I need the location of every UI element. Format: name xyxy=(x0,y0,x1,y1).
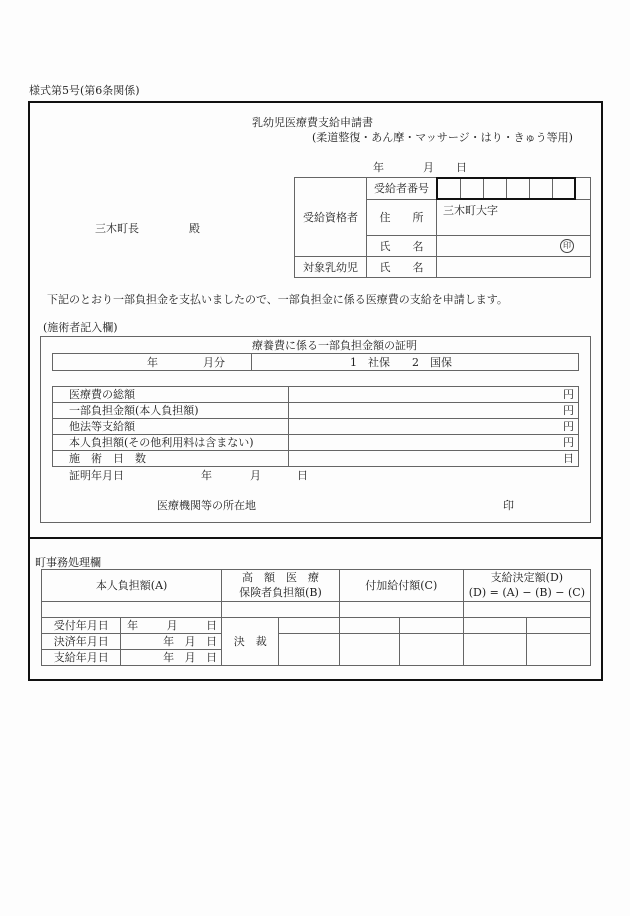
row-value-partial-burden[interactable] xyxy=(289,403,579,419)
row-value-total-medical[interactable] xyxy=(289,387,579,403)
date-row-value[interactable] xyxy=(121,634,222,650)
month-unit: 月 xyxy=(184,651,196,664)
recipient-number-digit[interactable] xyxy=(507,179,530,198)
approval-cell[interactable] xyxy=(400,618,464,634)
month-unit: 月 xyxy=(184,635,196,648)
recipient-number-digit[interactable] xyxy=(484,179,507,198)
recipient-number-digit[interactable] xyxy=(461,179,484,198)
period-month: 月分 xyxy=(203,356,225,369)
cert-date-year[interactable]: 年 xyxy=(201,469,212,482)
header-a: 本人負担額(A) xyxy=(42,570,222,602)
month-unit: 月 xyxy=(166,619,178,632)
cert-date-label: 証明年月日 xyxy=(69,469,124,482)
insurance-type-cell[interactable] xyxy=(252,354,579,371)
approval-cell[interactable] xyxy=(339,618,399,634)
row-label-partial-burden: 一部負担金額(本人負担額) xyxy=(53,403,289,419)
date-row-label: 決済年月日 xyxy=(42,634,121,650)
header-c: 付加給付額(C) xyxy=(339,570,463,602)
practitioner-section-label: (施術者記入欄) xyxy=(43,321,118,334)
unit-yen: 円 xyxy=(563,404,574,417)
recipient-number-digit[interactable] xyxy=(438,179,461,198)
unit-yen: 円 xyxy=(563,436,574,449)
period-table xyxy=(52,353,579,371)
insurance-option-kokuho[interactable]: 2 国保 xyxy=(412,356,452,369)
row-value-treatment-days[interactable] xyxy=(289,451,579,467)
header-b xyxy=(222,570,340,602)
row-value-other-law[interactable] xyxy=(289,419,579,435)
approval-cell[interactable] xyxy=(463,618,527,634)
institution-seal: 印 xyxy=(503,499,514,512)
date-day-label[interactable]: 日 xyxy=(456,161,467,174)
recipient-number-digit[interactable] xyxy=(530,179,553,198)
approval-cell[interactable] xyxy=(527,618,591,634)
day-unit: 日 xyxy=(206,651,218,664)
value-a[interactable] xyxy=(42,602,222,618)
addressee-name: 三木町長 xyxy=(95,222,139,235)
applicant-table xyxy=(294,177,591,278)
year-unit: 年 xyxy=(127,619,139,632)
insurance-option-shaho[interactable]: 1 社保 xyxy=(350,356,390,369)
header-b-line2: 保険者負担額(B) xyxy=(239,585,322,599)
address-prefix: 三木町大字 xyxy=(443,204,498,217)
form-number: 様式第5号(第6条関係) xyxy=(29,84,140,97)
date-row-value[interactable] xyxy=(121,618,222,634)
row-label-self-burden: 本人負担額(その他利用料は含まない) xyxy=(53,435,289,451)
approval-cell[interactable] xyxy=(279,618,339,634)
header-d-line1: 支給決定額(D) xyxy=(490,570,564,584)
row-label-total-medical: 医療費の総額 xyxy=(53,387,289,403)
form-title: 乳幼児医療費支給申請書 xyxy=(252,116,373,129)
approval-label: 決 裁 xyxy=(222,618,279,666)
row-label-treatment-days: 施 術 日 数 xyxy=(53,451,289,467)
header-b-line1: 高 額 医 療 xyxy=(241,570,319,584)
unit-yen: 円 xyxy=(563,420,574,433)
recipient-number-label: 受給者番号 xyxy=(367,178,437,200)
office-section-label: 町事務処理欄 xyxy=(35,556,101,569)
date-year-label[interactable]: 年 xyxy=(373,161,384,174)
seal-icon: 印 xyxy=(560,239,574,253)
period-year: 年 xyxy=(147,356,158,369)
recipient-number-digit[interactable] xyxy=(553,179,574,198)
child-group-label: 対象乳幼児 xyxy=(295,257,367,278)
header-d xyxy=(463,570,590,602)
cert-date-month[interactable]: 月 xyxy=(250,469,261,482)
child-name-label: 氏 名 xyxy=(367,257,437,278)
approval-stamp-cell[interactable] xyxy=(463,634,527,666)
row-label-other-law: 他法等支給額 xyxy=(53,419,289,435)
address-field[interactable] xyxy=(437,200,591,236)
day-unit: 日 xyxy=(206,619,218,632)
year-unit: 年 xyxy=(163,635,175,648)
recipient-number-digit-extra[interactable] xyxy=(576,178,590,199)
recipient-number-cell xyxy=(437,178,591,200)
date-row-label: 受付年月日 xyxy=(42,618,121,634)
value-b[interactable] xyxy=(222,602,340,618)
approval-stamp-cell[interactable] xyxy=(339,634,399,666)
header-d-line2: (D) = (A) − (B) − (C) xyxy=(468,585,585,599)
date-row-label: 支給年月日 xyxy=(42,650,121,666)
day-unit: 日 xyxy=(206,635,218,648)
amounts-table xyxy=(52,386,579,467)
approval-stamp-cell[interactable] xyxy=(279,634,339,666)
date-row-value[interactable] xyxy=(121,650,222,666)
office-table xyxy=(41,569,591,666)
name-label: 氏 名 xyxy=(367,236,437,257)
institution-label: 医療機関等の所在地 xyxy=(157,499,256,512)
approval-stamp-cell[interactable] xyxy=(400,634,464,666)
value-d[interactable] xyxy=(463,602,590,618)
addressee-honorific: 殿 xyxy=(189,222,200,235)
approval-stamp-cell[interactable] xyxy=(527,634,591,666)
cert-date-day[interactable]: 日 xyxy=(297,469,308,482)
row-value-self-burden[interactable] xyxy=(289,435,579,451)
name-field[interactable] xyxy=(437,236,591,257)
value-c[interactable] xyxy=(339,602,463,618)
recipient-group-label: 受給資格者 xyxy=(295,178,367,257)
date-month-label[interactable]: 月 xyxy=(423,161,434,174)
form-subtitle: (柔道整復・あん摩・マッサージ・はり・きゅう等用) xyxy=(312,131,573,144)
cert-title: 療養費に係る一部負担金額の証明 xyxy=(252,339,417,352)
unit-day: 日 xyxy=(563,452,574,465)
year-unit: 年 xyxy=(163,651,175,664)
section-divider xyxy=(28,537,603,539)
child-name-field[interactable] xyxy=(437,257,591,278)
period-cell[interactable] xyxy=(53,354,252,371)
unit-yen: 円 xyxy=(563,388,574,401)
address-label: 住 所 xyxy=(367,200,437,236)
declaration-text: 下記のとおり一部負担金を支払いましたので、一部負担金に係る医療費の支給を申請します。 xyxy=(47,293,508,306)
